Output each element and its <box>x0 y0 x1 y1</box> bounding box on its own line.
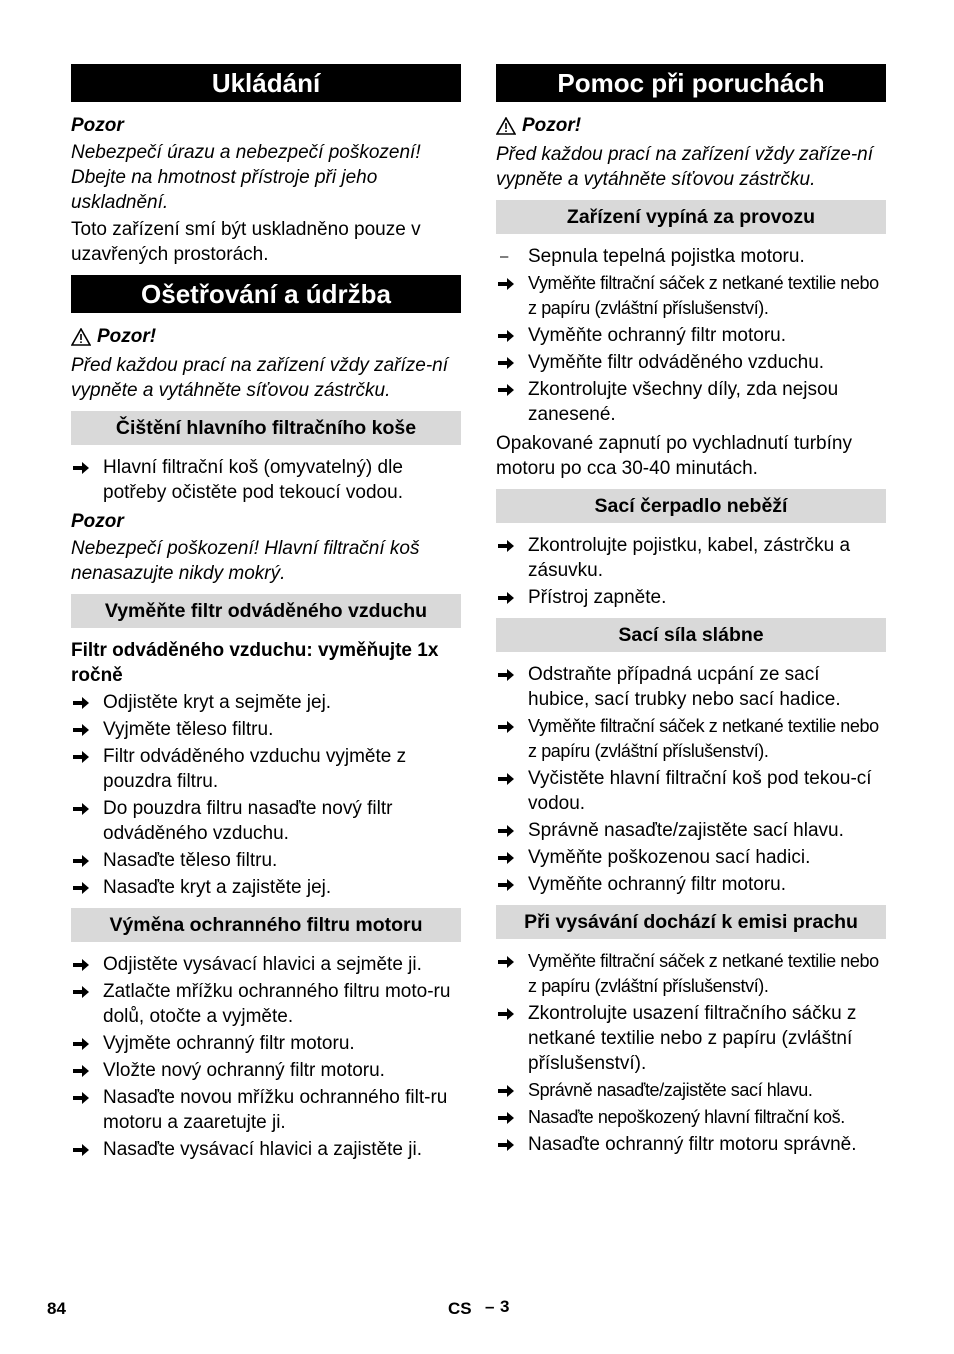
main-filter-caution-label: Pozor <box>71 511 124 532</box>
pump-not-running-steps <box>496 533 886 610</box>
exhaust-filter-interval: Filtr odváděného vzduchu: vyměňujte 1x ročně <box>71 640 439 686</box>
list-item: Hlavní filtrační koš (omyvatelný) dle potřeby očistěte pod tekoucí vodou. <box>71 455 461 505</box>
suction-weak-heading: Sací síla slábne <box>496 618 886 652</box>
arrow-right-icon <box>73 854 89 868</box>
list-item: Nasaďte vysávací hlavici a zajistěte ji. <box>71 1137 461 1162</box>
arrow-right-icon <box>498 824 514 838</box>
arrow-right-icon <box>73 696 89 710</box>
arrow-right-icon <box>498 720 514 734</box>
arrow-right-icon <box>498 851 514 865</box>
arrow-right-icon <box>498 1007 514 1021</box>
list-item: Vyměňte filtrační sáček z netkané textilie nebo z papíru (zvláštní příslušenství). <box>496 271 886 321</box>
arrow-right-icon <box>498 539 514 553</box>
storage-caution-label: Pozor <box>71 115 124 136</box>
arrow-right-icon <box>73 1064 89 1078</box>
section-page-number: 3 <box>500 1297 510 1316</box>
arrow-right-icon <box>498 277 514 291</box>
dust-emission-steps <box>496 949 886 1157</box>
list-item: Zatlačte mřížku ochranného filtru moto-ru dolů, otočte a vyjměte. <box>71 979 461 1029</box>
storage-text: Toto zařízení smí být uskladněno pouze v uzavřených prostorách. <box>71 219 421 265</box>
switches-off-note: Opakované zapnutí po vychladnutí turbíny motoru po cca 30-40 minutách. <box>496 433 852 479</box>
switches-off-heading: Zařízení vypíná za provozu <box>496 200 886 234</box>
list-item: Vyjměte těleso filtru. <box>71 717 461 742</box>
list-item: Správně nasaďte/zajistěte sací hlavu. <box>496 818 886 843</box>
pump-not-running-heading: Sací čerpadlo neběží <box>496 489 886 523</box>
motor-filter-heading: Výměna ochranného filtru motoru <box>71 908 461 942</box>
footer-dash: – <box>485 1297 495 1316</box>
arrow-right-icon <box>498 356 514 370</box>
maintenance-caution-label: Pozor! <box>97 326 157 347</box>
list-item: Nasaďte ochranný filtr motoru správně. <box>496 1132 886 1157</box>
arrow-right-icon <box>498 1084 514 1098</box>
page-number: 84 <box>47 1299 66 1318</box>
arrow-right-icon <box>73 1143 89 1157</box>
arrow-right-icon <box>73 461 89 475</box>
arrow-right-icon <box>73 723 89 737</box>
warning-triangle-icon <box>496 117 516 135</box>
arrow-right-icon <box>498 329 514 343</box>
list-item: Nasaďte nepoškozený hlavní filtrační koš. <box>496 1105 886 1130</box>
list-item: Správně nasaďte/zajistěte sací hlavu. <box>496 1078 886 1103</box>
arrow-right-icon <box>73 1091 89 1105</box>
arrow-right-icon <box>73 881 89 895</box>
list-item: Vyměňte ochranný filtr motoru. <box>496 872 886 897</box>
left-column <box>71 64 461 1166</box>
main-filter-caution-text: Nebezpečí poškození! Hlavní filtrační koš nenasazujte nikdy mokrý. <box>71 538 420 584</box>
arrow-right-icon <box>498 383 514 397</box>
list-item: Zkontrolujte všechny díly, zda nejsou zanesené. <box>496 377 886 427</box>
warning-triangle-icon <box>71 328 91 346</box>
motor-filter-steps <box>71 952 461 1162</box>
exhaust-filter-steps <box>71 690 461 900</box>
main-filter-heading: Čištění hlavního filtračního koše <box>71 411 461 445</box>
arrow-right-icon <box>73 958 89 972</box>
list-item: – Sepnula tepelná pojistka motoru. <box>500 246 805 267</box>
storage-heading: Ukládání <box>71 64 461 102</box>
arrow-right-icon <box>498 591 514 605</box>
list-item: Filtr odváděného vzduchu vyjměte z pouzdra filtru. <box>71 744 461 794</box>
list-item: Vyměňte filtrační sáček z netkané textilie nebo z papíru (zvláštní příslušenství). <box>496 714 886 764</box>
troubleshooting-caution-text: Před každou prací na zařízení vždy zaříze-ní vypněte a vytáhněte síťovou zástrčku. <box>496 144 874 190</box>
list-item: Odstraňte případná ucpání ze sací hubice, sací trubky nebo sací hadice. <box>496 662 886 712</box>
exhaust-filter-heading: Vyměňte filtr odváděného vzduchu <box>71 594 461 628</box>
suction-weak-steps <box>496 662 886 897</box>
arrow-right-icon <box>498 1111 514 1125</box>
right-column <box>496 64 886 1161</box>
list-item: Vyměňte ochranný filtr motoru. <box>496 323 886 348</box>
maintenance-heading: Ošetřování a údržba <box>71 275 461 313</box>
list-item: Vyměňte poškozenou sací hadici. <box>496 845 886 870</box>
list-item: Nasaďte těleso filtru. <box>71 848 461 873</box>
dust-emission-heading: Při vysávání dochází k emisi prachu <box>496 905 886 939</box>
list-item: Vyměňte filtr odváděného vzduchu. <box>496 350 886 375</box>
list-item: Vyměňte filtrační sáček z netkané textilie nebo z papíru (zvláštní příslušenství). <box>496 949 886 999</box>
list-item: Do pouzdra filtru nasaďte nový filtr odváděného vzduchu. <box>71 796 461 846</box>
list-item: Přístroj zapněte. <box>496 585 886 610</box>
troubleshooting-caution-label: Pozor! <box>522 115 582 136</box>
arrow-right-icon <box>498 1138 514 1152</box>
list-item: Nasaďte kryt a zajistěte jej. <box>71 875 461 900</box>
list-item: Odjistěte kryt a sejměte jej. <box>71 690 461 715</box>
troubleshooting-caution <box>496 113 886 138</box>
main-filter-steps <box>71 455 461 505</box>
list-item: Zkontrolujte pojistku, kabel, zástrčku a zásuvku. <box>496 533 886 583</box>
storage-caution-text: Nebezpečí úrazu a nebezpečí poškození! Dbejte na hmotnost přístroje při jeho uskladnění. <box>71 142 421 213</box>
arrow-right-icon <box>73 1037 89 1051</box>
language-label: CS <box>448 1299 472 1318</box>
arrow-right-icon <box>498 668 514 682</box>
list-item: Zkontrolujte usazení filtračního sáčku z netkané textilie nebo z papíru (zvláštní příslušenství). <box>496 1001 886 1076</box>
arrow-right-icon <box>498 772 514 786</box>
arrow-right-icon <box>73 802 89 816</box>
list-item: Vyčistěte hlavní filtrační koš pod tekou-cí vodou. <box>496 766 886 816</box>
arrow-right-icon <box>73 750 89 764</box>
switches-off-steps <box>496 244 886 427</box>
arrow-right-icon <box>73 985 89 999</box>
list-item: Nasaďte novou mřížku ochranného filt-ru motoru a zaaretujte ji. <box>71 1085 461 1135</box>
list-item: Vyjměte ochranný filtr motoru. <box>71 1031 461 1056</box>
maintenance-caution-text: Před každou prací na zařízení vždy zaříze-ní vypněte a vytáhněte síťovou zástrčku. <box>71 355 449 401</box>
dash-icon: – <box>500 248 509 265</box>
arrow-right-icon <box>498 878 514 892</box>
list-item: Vložte nový ochranný filtr motoru. <box>71 1058 461 1083</box>
maintenance-caution <box>71 324 461 349</box>
arrow-right-icon <box>498 955 514 969</box>
list-item: Odjistěte vysávací hlavici a sejměte ji. <box>71 952 461 977</box>
troubleshooting-heading: Pomoc při poruchách <box>496 64 886 102</box>
